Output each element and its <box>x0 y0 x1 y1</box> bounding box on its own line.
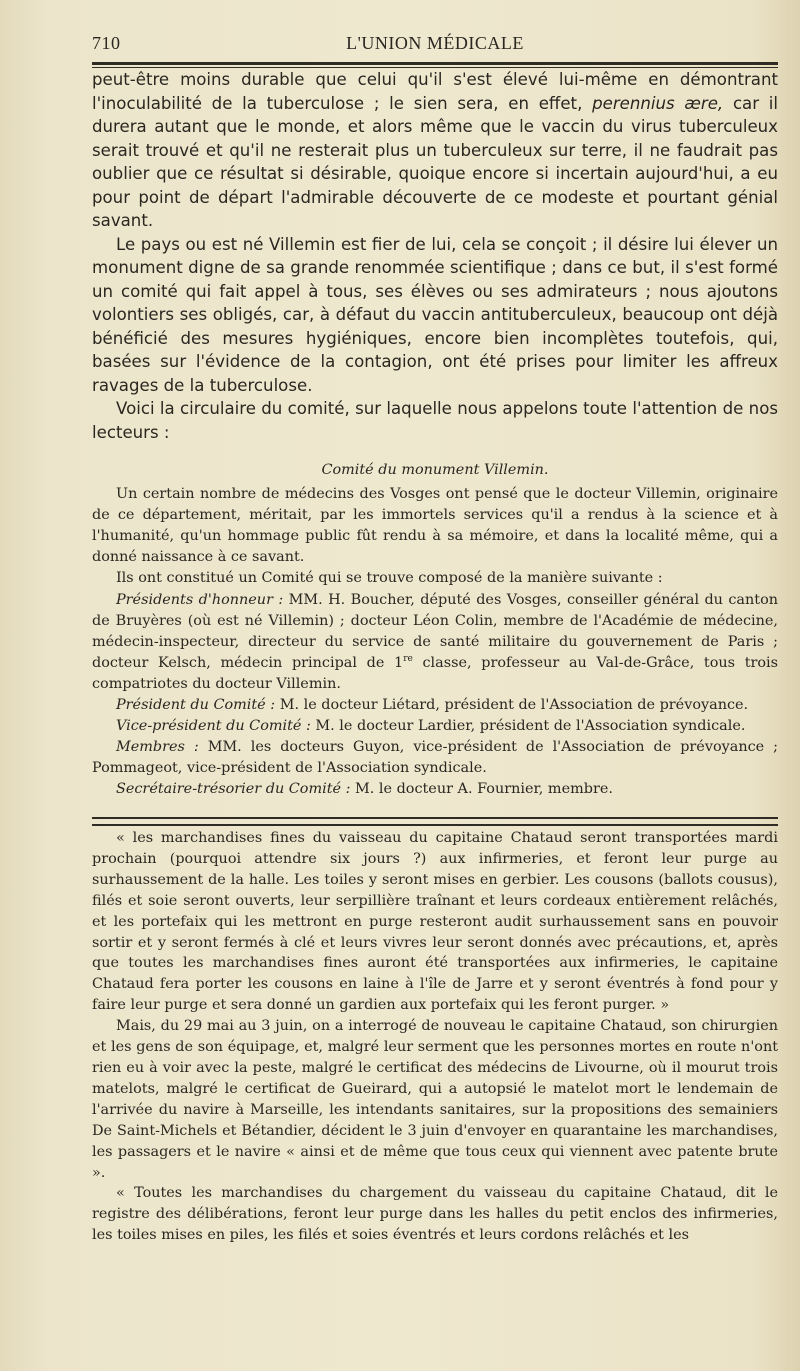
committee-members: Membres : MM. les docteurs Guyon, vice-président de l'Association de prévoyance ; Pommageot, vice-président de l'Association syndicale. <box>92 739 778 777</box>
committee-secretary: Secrétaire-trésorier du Comité : M. le docteur A. Fournier, membre. <box>116 781 613 798</box>
honorary-presidents: Présidents d'honneur : MM. H. Boucher, député des Vosges, conseiller général du canton de Bruyères (où est né Villemin) ; docteur Léon Colin, membre de l'Académie de médecine, médecin-inspecteur, directeur du service de santé militaire du gouvernement de Paris ; docteur Kelsch, médecin principal de 1re classe, professeur au Val-de-Grâce, tous trois compatriotes du docteur Villemin. <box>92 591 779 692</box>
article-paragraph-1: peut-être moins durable que celui qu'il s'est élevé lui-même en démontrant l'inoculabilité de la tuberculose ; le sien sera, en effet, perennius ære, car il durera autant que le monde, et alors même que le vaccin du virus tuberculeux serait trouvé et qu'il ne resterait plus un tuberculeux sur terre, il ne faudrait pas oublier que ce résultat si désirable, quoique encore si incertain aujourd'hui, a eu pour point de départ l'admirable découverte de ce modeste et pourtant génial savant. <box>92 70 778 230</box>
lower-paragraph-1: « les marchandises fines du vaisseau du capitaine Chataud seront transportées mardi prochain (pourquoi attendre six jours ?) aux infirmeries, et feront leur purge au surhaussement de la halle. Les toiles y seront mises en gerbier. Les cousons (ballots cousus), filés et soie seront ouverts, leur serpillière traînant et leurs cordeaux entièrement relâchés, et les portefaix qui les mettront en purge resteront audit surhaussement sans en pouvoir sortir et y seront fermés à clé et leurs vivres leur seront donnés avec précautions, et, après que toutes les marchandises fines auront été transportées aux infirmeries, le capitaine Chataud fera porter les cousons en laine à l'île de Jarre et y seront éventrés à fond pour y faire leur purge et sera donné un gardien aux portefaix qui les feront purger. » <box>92 830 778 1014</box>
committee-circular <box>92 460 778 801</box>
article-paragraph-2: Le pays ou est né Villemin est fier de lui, cela se conçoit ; il désire lui élever un monument digne de sa grande renommée scientifique ; dans ce but, il s'est formé un comité qui fait appel à tous, ses élèves ou ses admirateurs ; nous ajoutons volontiers ses obligés, car, à défaut du vaccin antituberculeux, beaucoup ont déjà bénéficié des mesures hygiéniques, encore bien incomplètes toutefois, qui, basées sur l'évidence de la contagion, ont été prises pour limiter les affreux ravages de la tuberculose. <box>92 234 778 395</box>
header-rule <box>92 62 778 65</box>
running-head: L'UNION MÉDICALE <box>346 33 524 53</box>
circular-paragraph-2: Ils ont constitué un Comité qui se trouve composé de la manière suivante : <box>116 570 663 587</box>
page-number: 710 <box>92 33 121 53</box>
continued-article <box>92 828 778 1246</box>
latin-phrase: perennius ære, <box>592 93 724 113</box>
circular-paragraph-1: Un certain nombre de médecins des Vosges ont pensé que le docteur Villemin, originaire de ce département, méritait, par les immortels services qu'il a rendus à la science et à l'humanité, qu'un hommage public fût rendu à sa mémoire, et dans la localité même, qui a donné naissance à ce savant. <box>92 486 778 566</box>
page-header <box>92 33 778 57</box>
lower-paragraph-3: « Toutes les marchandises du chargement du vaisseau du capitaine Chataud, dit le registre des délibérations, feront leur purge dans les halles du petit enclos des infirmeries, les toiles mises en piles, les filés et soies éventrés et leurs cordons relâchés et les <box>92 1185 778 1244</box>
section-divider <box>92 817 778 826</box>
article-paragraph-3: Voici la circulaire du comité, sur laquelle nous appelons toute l'attention de nos lecteurs : <box>92 399 778 442</box>
circular-title: Comité du monument Villemin. <box>321 462 549 478</box>
article-body <box>92 68 778 444</box>
committee-president: Président du Comité : M. le docteur Liétard, président de l'Association de prévoyance. <box>116 697 749 714</box>
committee-vice-president: Vice-président du Comité : M. le docteur Lardier, président de l'Association syndicale. <box>116 718 746 735</box>
lower-paragraph-2: Mais, du 29 mai au 3 juin, on a interrogé de nouveau le capitaine Chataud, son chirurgien et les gens de son équipage, et, malgré leur serment que les personnes mortes en route n'ont rien eu à voir avec la peste, malgré le certificat des médecins de Livourne, où il mourut trois matelots, malgré le certificat de Gueirard, qui a autopsié le matelot mort le lendemain de l'arrivée du navire à Marseille, les intendants sanitaires, sur la propositions des semainiers De Saint-Michels et Bétandier, décident le 3 juin d'envoyer en quarantaine les marchandises, les passagers et le navire « ainsi et de même que tous ceux qui viennent avec patente brute ». <box>92 1018 778 1181</box>
